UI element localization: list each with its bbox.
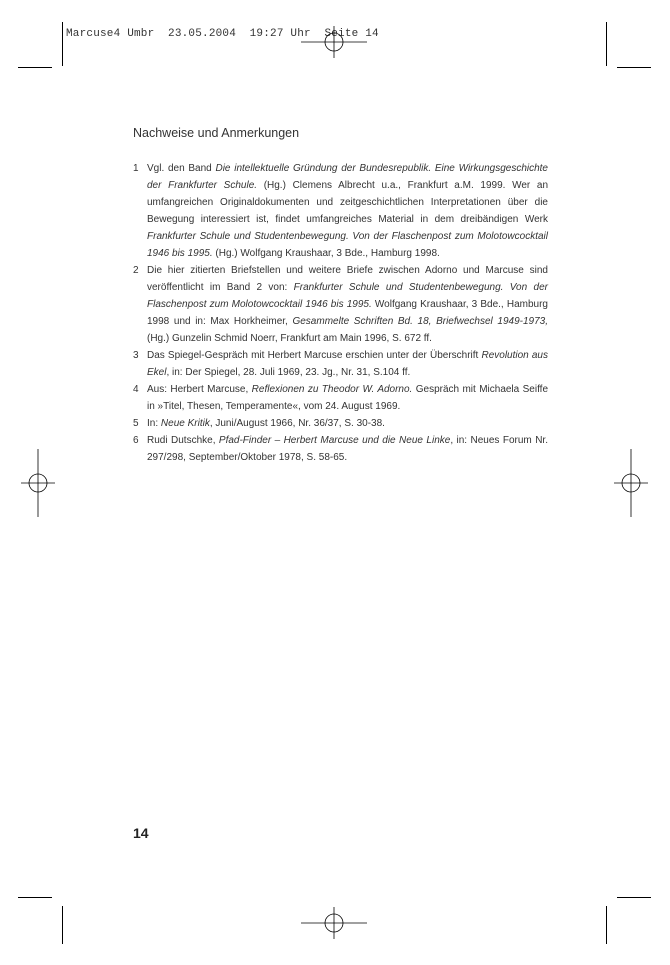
- page-heading: Nachweise und Anmerkungen: [133, 126, 300, 140]
- note-item: [133, 160, 548, 262]
- note-text: Rudi Dutschke, Pfad-Finder – Herbert Marcuse und die Neue Linke, in: Neues Forum Nr. 297/298, September/Oktober 1978, S. 58-65.: [147, 435, 548, 463]
- slug-line: Marcuse4 Umbr 23.05.2004 19:27 Uhr Seite 14: [66, 28, 379, 40]
- registration-mark-right: [613, 448, 649, 518]
- note-item: [133, 415, 548, 432]
- crop-mark: [18, 67, 52, 68]
- note-text: Die hier zitierten Briefstellen und weitere Briefe zwischen Adorno und Marcuse sind veröffentlicht im Band 2 von: Frankfurter Schule und Studentenbewegung. Von der Flaschenpost zum Molotowcocktail 1946 bis 1995. Wolfgang Kraushaar, 3 Bde., Hamburg 1998 und in: Max Horkheimer, Gesammelte Schriften Bd. 18, Briefwechsel 1949-1973, (Hg.) Gunzelin Schmid Noerr, Frankfurt am Main 1996, S. 672 ff.: [147, 265, 548, 344]
- crop-mark: [18, 897, 52, 898]
- registration-mark-left: [20, 448, 56, 518]
- note-item: [133, 381, 548, 415]
- note-text: Das Spiegel-Gespräch mit Herbert Marcuse erschien unter der Überschrift Revolution aus Ekel, in: Der Spiegel, 28. Juli 1969, 23. Jg., Nr. 31, S.104 ff.: [147, 350, 548, 378]
- crop-mark: [617, 67, 651, 68]
- registration-mark-bottom: [299, 906, 369, 940]
- note-item: [133, 262, 548, 347]
- note-number: 2: [133, 265, 139, 276]
- note-number: 4: [133, 384, 139, 395]
- note-number: 5: [133, 418, 139, 429]
- note-number: 3: [133, 350, 139, 361]
- notes-list: [133, 160, 548, 466]
- note-text: Vgl. den Band Die intellektuelle Gründung der Bundesrepublik. Eine Wirkungsgeschichte der Frankfurter Schule. (Hg.) Clemens Albrecht u.a., Frankfurt a.M. 1999. Wer an umfangreichen Originaldokumenten und zeitgeschichtlichen Interpretationen über die Bewegung interessiert ist, findet umfangreiches Material in dem dreibändigen Werk Frankfurter Schule und Studentenbewegung. Von der Flaschenpost zum Molotowcocktail 1946 bis 1995. (Hg.) Wolfgang Kraushaar, 3 Bde., Hamburg 1998.: [147, 163, 549, 259]
- note-number: 1: [133, 163, 139, 174]
- note-item: [133, 347, 548, 381]
- page-number: 14: [133, 825, 149, 841]
- note-text: In: Neue Kritik, Juni/August 1966, Nr. 36/37, S. 30-38.: [147, 418, 385, 429]
- note-item: [133, 432, 548, 466]
- crop-mark: [606, 906, 607, 944]
- crop-mark: [62, 906, 63, 944]
- crop-mark: [62, 22, 63, 66]
- crop-mark: [606, 22, 607, 66]
- crop-mark: [617, 897, 651, 898]
- note-text: Aus: Herbert Marcuse, Reflexionen zu Theodor W. Adorno. Gespräch mit Michaela Seiffe in »Titel, Thesen, Temperamente«, vom 24. August 1969.: [147, 384, 549, 412]
- registration-mark-top: [299, 25, 369, 59]
- note-number: 6: [133, 435, 139, 446]
